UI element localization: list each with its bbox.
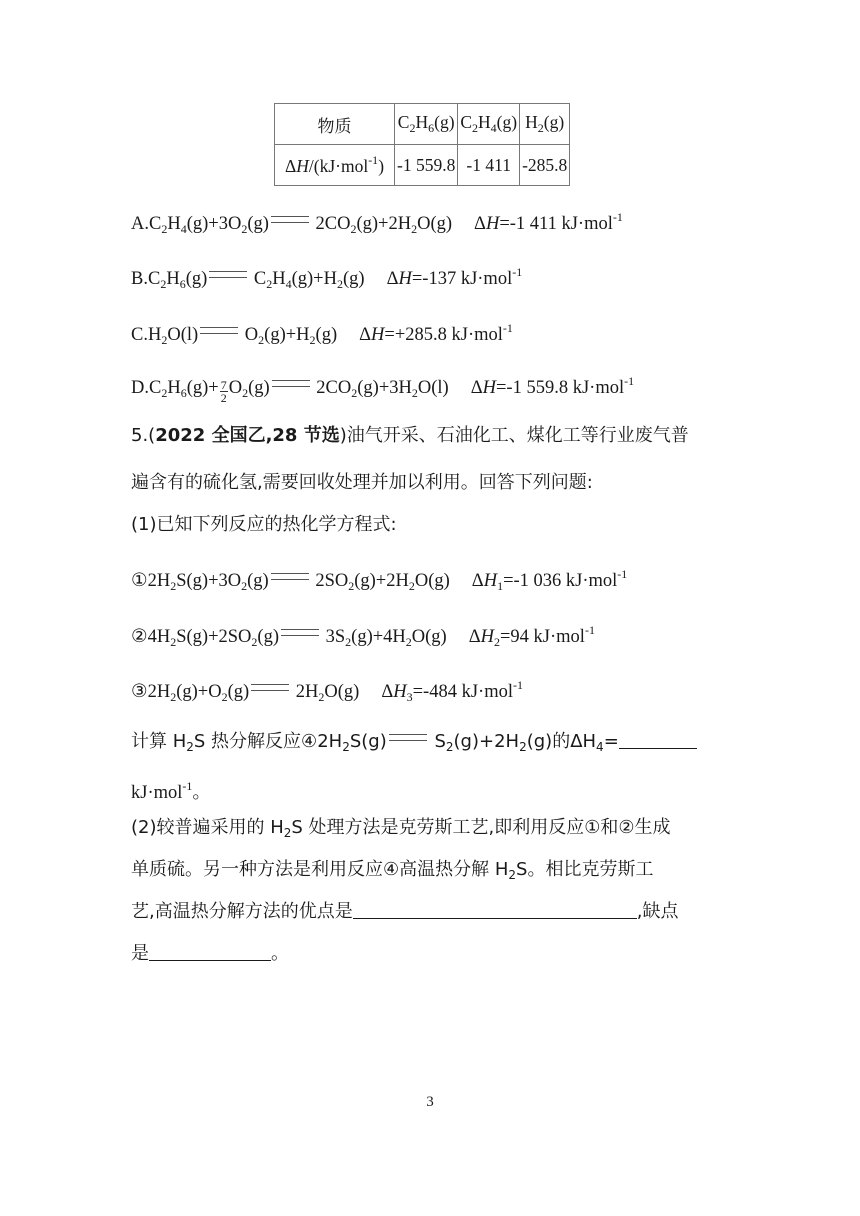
equation-1: $①2H_2S(g)+3O_2(g)$ $2SO_2(g)+2H_2O(g)$ $\Delta H_1=-1$ 036 kJ·mol$^{-1}$ xyxy=(131,567,628,593)
part-1-title: (1)已知下列反应的热化学方程式: xyxy=(131,514,397,535)
table-row xyxy=(275,104,570,145)
enthalpy-table xyxy=(274,103,570,186)
equilibrium-sign xyxy=(251,684,289,691)
answer-blank-advantage[interactable] xyxy=(353,900,637,919)
option-c: $C.H_2O(l)$ $O_2(g)+H_2(g)$ ΔH=+285.8 kJ·mol$^{-1}$ xyxy=(131,321,513,347)
table-cell-value: -1 411 xyxy=(458,145,520,186)
equation-2: $②4H_2S(g)+2SO_2(g)$ $3S_2(g)+4H_2O(g)$ $\Delta H_2=94$ kJ·mol$^{-1}$ xyxy=(131,623,595,649)
table-cell-value: -285.8 xyxy=(520,145,570,186)
table-column-c2h4: $C_2H_4(g)$ xyxy=(458,104,520,145)
answer-blank-delta-h4[interactable] xyxy=(619,730,697,749)
table-header-label: 物质 xyxy=(275,104,395,145)
calculation-prompt: 计算 $H_2S$ 热分解反应$④2H_2S(g)$ $S_2(g)+2H_2(g)$的$\Delta H_4=$ xyxy=(131,729,697,760)
equilibrium-sign xyxy=(272,380,310,387)
part-2-line3: 艺,高温热分解方法的优点是 ,缺点 xyxy=(131,901,679,922)
equilibrium-sign xyxy=(200,327,238,334)
equilibrium-sign xyxy=(281,629,319,636)
page-number: 3 xyxy=(426,1094,434,1110)
table-cell-value: -1 559.8 xyxy=(395,145,458,186)
equation-3: $③2H_2(g)+O_2(g)$ $2H_2O(g)$ $\Delta H_3=-484$ kJ·mol$^{-1}$ xyxy=(131,678,523,704)
table-column-h2: $H_2(g)$ xyxy=(520,104,570,145)
fraction: $\frac{7}{2}$ xyxy=(220,378,227,405)
question-5-intro: 5.(2022 全国乙,28 节选)油气开采、石油化工、煤化工等行业废气普 xyxy=(131,425,689,446)
part-2-line2: 单质硫。另一种方法是利用反应④高温热分解 $H_2S$。相比克劳斯工 xyxy=(131,859,654,882)
option-b: $B.C_2H_6(g)$ $C_2H_4(g)+H_2(g)$ ΔH=-137 kJ·mol$^{-1}$ xyxy=(131,265,523,291)
table-column-c2h6: $C_2H_6(g)$ xyxy=(395,104,458,145)
part-2-line4: 是 。 xyxy=(131,943,289,964)
equilibrium-sign xyxy=(389,734,427,741)
equilibrium-sign xyxy=(271,216,309,223)
equilibrium-sign xyxy=(209,271,247,278)
question-source: 2022 全国乙,28 节选 xyxy=(155,425,340,446)
table-row-label: ΔH/(kJ·mol$^{-1}$) xyxy=(275,145,395,186)
part-2-line1: (2)较普遍采用的 $H_2S$ 处理方法是克劳斯工艺,即利用反应①和②生成 xyxy=(131,817,671,840)
table-row xyxy=(275,145,570,186)
calculation-unit: kJ·mol$^{-1}$。 xyxy=(131,779,211,803)
answer-blank-disadvantage[interactable] xyxy=(149,942,271,961)
option-a: $A.C_2H_4(g)+3O_2(g)$ $2CO_2(g)+2H_2O(g)$ ΔH=-1 411 kJ·mol$^{-1}$ xyxy=(131,210,623,236)
equilibrium-sign xyxy=(271,573,309,580)
option-d: $D.C_2H_6(g)+$ $\frac{7}{2}$ $O_2(g)$ $2CO_2(g)+3H_2O(l)$ ΔH=-1 559.8 kJ·mol$^{-1}$ xyxy=(131,374,635,405)
question-5-intro-line2: 遍含有的硫化氢,需要回收处理并加以利用。回答下列问题: xyxy=(131,472,593,493)
